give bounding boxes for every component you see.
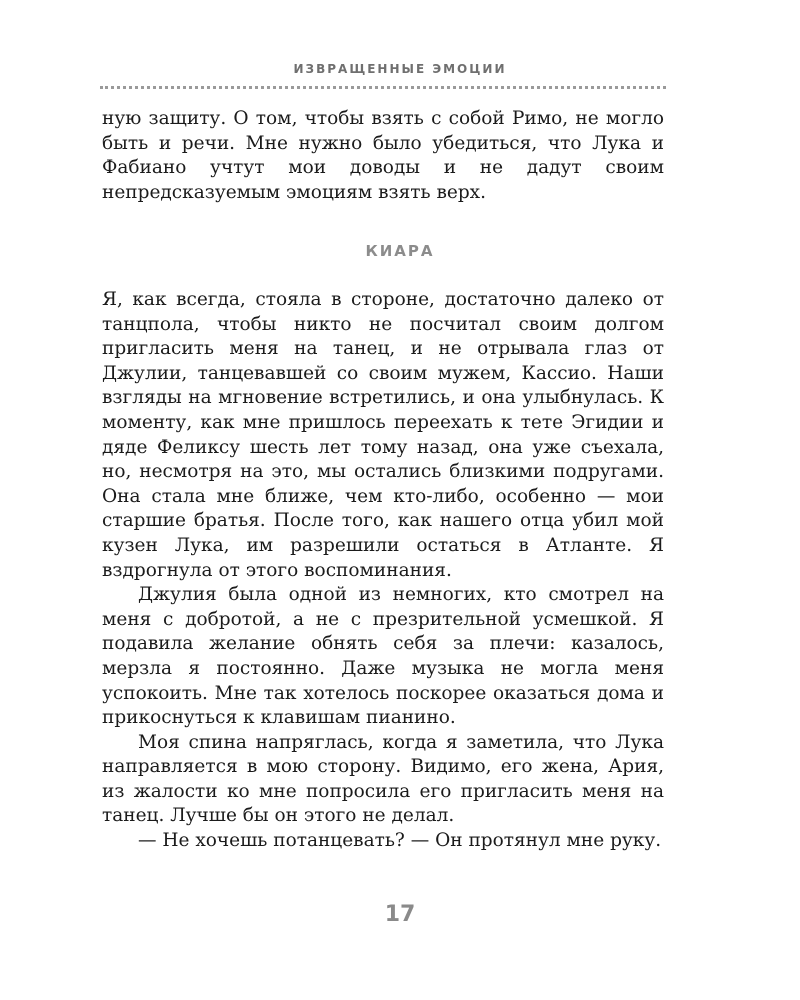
intro-text-block [102, 107, 664, 205]
chapter-text-block [102, 288, 664, 854]
header-dotted-rule [100, 86, 666, 89]
paragraph-1: Я, как всегда, стояла в стороне, достаточно далеко от танцпола, чтобы никто не посчитал своим долгом пригласить меня на танец, и не отрывала глаз от Джулии, танцевавшей со своим мужем, Кассио. Наши взгляды на мгновение встретились, и она улыбнулась. К моменту, как мне пришлось переехать к тете Эгидии и дяде Феликсу шесть лет тому назад, она уже съехала, но, несмотря на это, мы остались близкими подругами. Она стала мне ближе, чем кто-либо, особенно — мои старшие братья. После того, как нашего отца убил мой кузен Лука, им разрешили остаться в Атланте. Я вздрогнула от этого воспоминания. [102, 289, 664, 581]
running-header: ИЗВРАЩЕННЫЕ ЭМОЦИИ [293, 62, 507, 76]
page-number: 17 [384, 902, 416, 927]
paragraph-2: Джулия была одной из немногих, кто смотрел на меня с добротой, а не с презрительной усмешкой. Я подавила желание обнять себя за плечи: казалось, мерзла я постоянно. Даже музыка не могла меня успокоить. Мне так хотелось поскорее оказаться дома и прикоснуться к клавишам пианино. [102, 584, 664, 729]
paragraph-4: — Не хочешь потанцевать? — Он протянул мне руку. [138, 830, 662, 852]
intro-paragraph: ную защиту. О том, чтобы взять с собой Римо, не могло быть и речи. Мне нужно было убедиться, что Лука и Фабиано учтут мои доводы и не дадут своим непредсказуемым эмоциям взять верх. [102, 108, 664, 203]
paragraph-3: Моя спина напряглась, когда я заметила, что Лука направляется в мою сторону. Видимо, его жена, Ария, из жалости ко мне попросила его пригласить меня на танец. Лучше бы он этого не делал. [102, 731, 664, 827]
chapter-heading: КИАРА [365, 242, 435, 260]
